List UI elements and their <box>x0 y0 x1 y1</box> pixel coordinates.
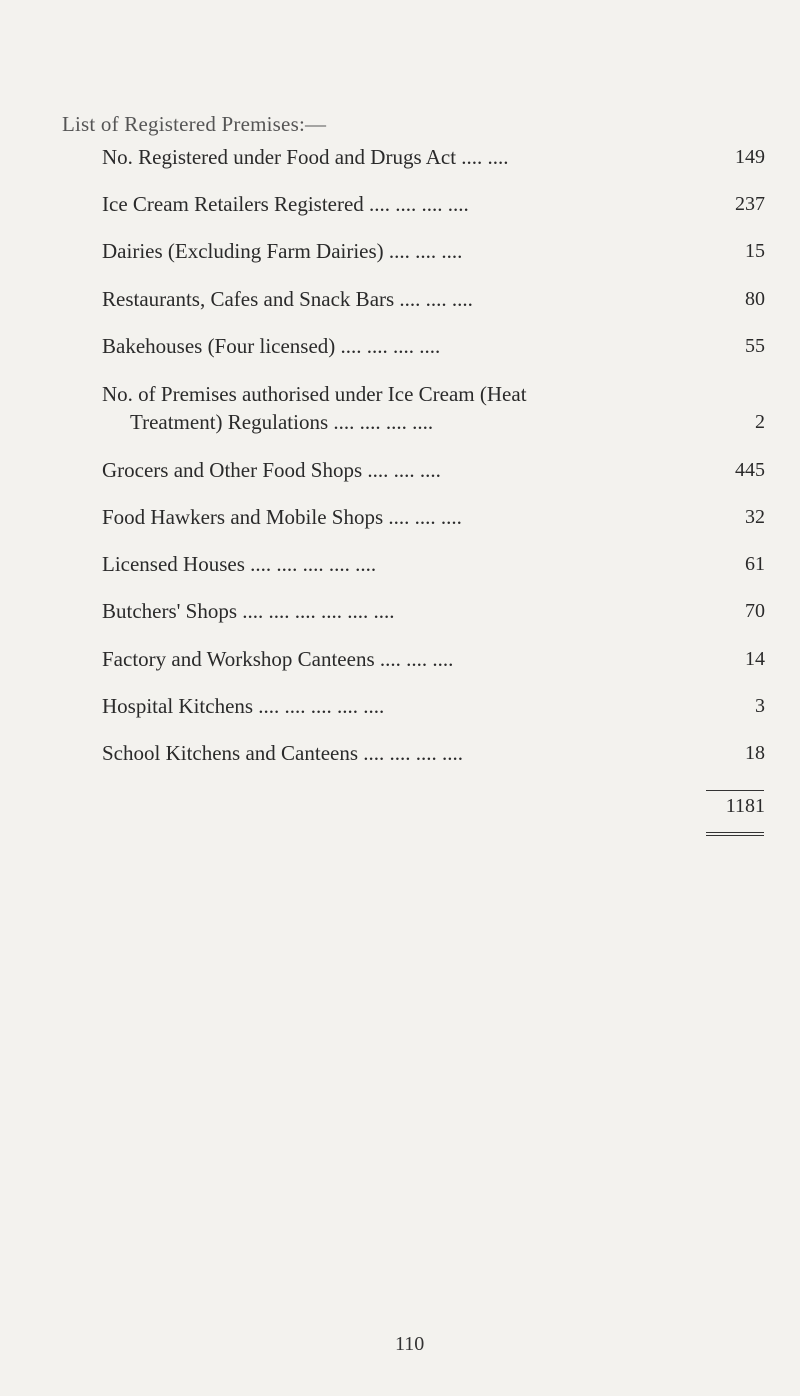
list-item <box>102 143 662 171</box>
page-number: 110 <box>395 1333 425 1355</box>
list-item <box>102 550 662 578</box>
list-heading: List of Registered Premises:— <box>62 112 327 136</box>
item-value: 32 <box>745 506 765 528</box>
list-item <box>102 190 662 218</box>
list-item <box>102 739 662 767</box>
item-value: 15 <box>745 240 765 262</box>
list-item <box>102 285 662 313</box>
item-label: Bakehouses (Four licensed) .... .... .... .... <box>102 334 441 358</box>
item-label-continuation: Treatment) Regulations .... .... .... .... <box>130 410 434 434</box>
item-value: 14 <box>745 648 765 670</box>
list-item <box>102 597 662 625</box>
item-value: 149 <box>735 146 765 168</box>
item-label: Butchers' Shops .... .... .... .... .... .... <box>102 599 395 623</box>
list-item <box>102 380 662 436</box>
list-item <box>102 692 662 720</box>
list-item <box>102 456 662 484</box>
list-item <box>102 645 662 673</box>
item-label: Ice Cream Retailers Registered .... .... .... .... <box>102 192 469 216</box>
list-item <box>102 503 662 531</box>
total-value: 1181 <box>725 795 765 817</box>
item-value: 445 <box>735 459 765 481</box>
item-label: Licensed Houses .... .... .... .... .... <box>102 552 377 576</box>
sum-rule-bottom <box>706 832 764 833</box>
item-label: Restaurants, Cafes and Snack Bars .... .... .... <box>102 287 473 311</box>
item-label: No. Registered under Food and Drugs Act .... .... <box>102 145 509 169</box>
item-label: Dairies (Excluding Farm Dairies) .... .... .... <box>102 239 463 263</box>
item-label: Grocers and Other Food Shops .... .... .... <box>102 458 441 482</box>
item-value: 55 <box>745 335 765 357</box>
list-item <box>102 237 662 265</box>
item-label: School Kitchens and Canteens .... .... .... .... <box>102 741 464 765</box>
item-label: Factory and Workshop Canteens .... .... .... <box>102 647 454 671</box>
item-value: 3 <box>755 695 765 717</box>
list-item <box>102 332 662 360</box>
item-label: Food Hawkers and Mobile Shops .... .... .... <box>102 505 462 529</box>
item-value: 80 <box>745 288 765 310</box>
item-value: 70 <box>745 600 765 622</box>
sum-rule-bottom-double <box>706 835 764 836</box>
item-value: 61 <box>745 553 765 575</box>
item-label: No. of Premises authorised under Ice Cream (Heat <box>102 382 527 406</box>
sum-rule-top <box>706 790 764 791</box>
item-value: 2 <box>755 411 765 433</box>
item-value: 237 <box>735 193 765 215</box>
item-value: 18 <box>745 742 765 764</box>
item-label: Hospital Kitchens .... .... .... .... .... <box>102 694 385 718</box>
